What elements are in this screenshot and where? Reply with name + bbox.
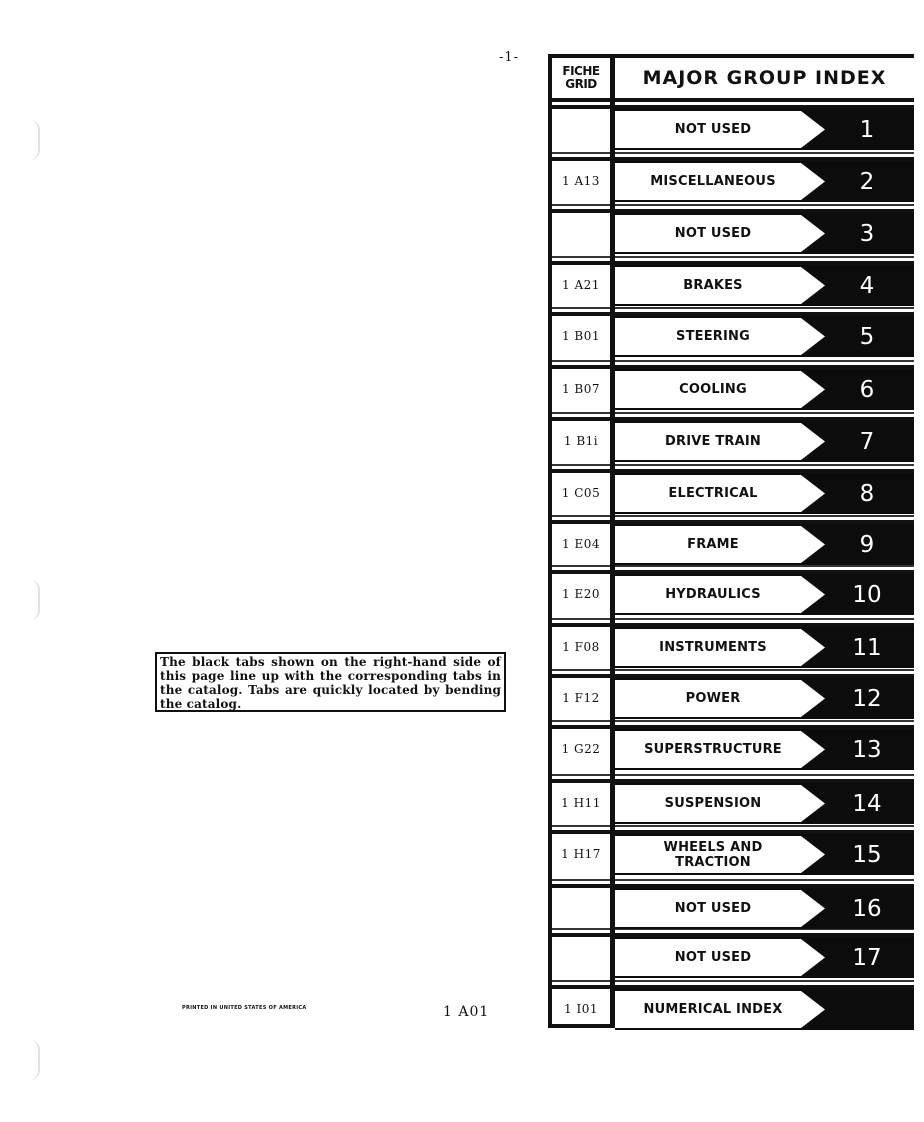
group-number: 12 <box>852 685 882 712</box>
row-separator <box>552 412 914 414</box>
group-tab <box>615 574 914 615</box>
group-tab <box>615 678 914 719</box>
fiche-grid-cell <box>554 938 608 976</box>
group-label: INSTRUMENTS <box>659 640 767 655</box>
row-separator <box>552 307 914 309</box>
row-separator <box>552 565 914 567</box>
fiche-grid-cell <box>554 214 608 252</box>
group-number: 2 <box>859 168 875 195</box>
fiche-reference: 1 A01 <box>443 1004 490 1020</box>
fiche-header-line2: GRID <box>565 77 597 91</box>
fiche-grid-cell: 1 E04 <box>562 537 600 551</box>
row-separator <box>552 825 914 827</box>
group-label: WHEELS AND TRACTION <box>663 839 763 870</box>
row-separator <box>552 774 914 776</box>
index-row <box>548 879 924 931</box>
group-tab <box>615 473 914 514</box>
row-separator <box>552 256 914 258</box>
group-label: STEERING <box>676 329 750 344</box>
index-row <box>548 565 924 617</box>
row-separator <box>552 515 914 517</box>
index-row <box>548 204 924 256</box>
group-tab <box>615 316 914 357</box>
group-label: SUPERSTRUCTURE <box>644 742 782 757</box>
group-number: 10 <box>852 581 882 608</box>
fiche-grid-cell <box>554 110 608 148</box>
group-label: DRIVE TRAIN <box>665 434 761 449</box>
group-tab <box>615 729 914 770</box>
fiche-grid-cell: 1 B07 <box>561 382 601 396</box>
group-number: 7 <box>859 428 875 455</box>
group-label: POWER <box>685 691 741 706</box>
row-separator <box>552 100 914 102</box>
fiche-grid-cell: 1 F12 <box>562 691 600 705</box>
group-number: 16 <box>852 895 882 922</box>
group-number: 5 <box>859 323 875 350</box>
index-row <box>548 307 924 359</box>
printed-notice: PRINTED IN UNITED STATES OF AMERICA <box>182 1005 307 1011</box>
binder-hole-mark <box>30 1040 40 1080</box>
group-number: 6 <box>859 376 875 403</box>
index-row <box>548 152 924 204</box>
group-label: BRAKES <box>683 278 743 293</box>
binder-hole-mark <box>30 580 40 620</box>
row-separator <box>552 204 914 206</box>
index-row <box>548 618 924 670</box>
row-separator <box>552 928 914 930</box>
group-number: 11 <box>852 634 882 661</box>
index-row <box>548 669 924 721</box>
group-label: SUSPENSION <box>664 796 762 811</box>
fiche-grid-cell <box>554 889 608 927</box>
row-separator <box>552 360 914 362</box>
row-separator <box>552 669 914 671</box>
group-number: 8 <box>859 480 875 507</box>
index-row <box>548 360 924 412</box>
row-separator <box>552 152 914 154</box>
row-separator <box>552 720 914 722</box>
group-tab <box>615 937 914 978</box>
fiche-grid-cell: 1 H11 <box>561 796 601 810</box>
fiche-grid-cell: 1 B01 <box>561 329 601 343</box>
group-number: 3 <box>859 220 875 247</box>
row-separator <box>552 618 914 620</box>
group-label: COOLING <box>679 382 747 397</box>
group-number: 15 <box>852 841 882 868</box>
fiche-grid-cell: 1 E20 <box>562 587 600 601</box>
group-label: MISCELLANEOUS <box>650 174 776 189</box>
fiche-grid-cell: 1 I01 <box>564 1002 598 1016</box>
group-number: 1 <box>859 116 875 143</box>
group-tab <box>615 109 914 150</box>
group-label: NOT USED <box>674 122 752 137</box>
index-row <box>548 256 924 308</box>
group-label: NUMERICAL INDEX <box>643 1002 783 1017</box>
fiche-grid-cell: 1 G22 <box>561 742 601 756</box>
page-number: -1- <box>499 50 520 65</box>
group-tab <box>615 888 914 929</box>
group-tab <box>615 213 914 254</box>
group-tab <box>615 265 914 306</box>
fiche-grid-cell: 1 B1i <box>563 434 599 448</box>
group-number: 14 <box>852 790 882 817</box>
fiche-grid-cell: 1 C05 <box>561 486 601 500</box>
group-label: ELECTRICAL <box>668 486 758 501</box>
group-label: HYDRAULICS <box>665 587 761 602</box>
group-label: FRAME <box>687 537 739 552</box>
row-separator <box>552 464 914 466</box>
group-tab <box>615 524 914 565</box>
index-row <box>548 412 924 464</box>
major-group-index-table <box>548 54 924 1028</box>
group-tab <box>615 834 914 875</box>
index-row <box>548 100 924 152</box>
group-label: NOT USED <box>674 226 752 241</box>
group-tab <box>615 627 914 668</box>
index-title: MAJOR GROUP INDEX <box>642 67 887 89</box>
fiche-grid-header <box>552 58 610 98</box>
index-row <box>548 464 924 516</box>
fiche-grid-cell: 1 A13 <box>562 174 600 188</box>
group-label: NOT USED <box>674 901 752 916</box>
group-tab <box>615 161 914 202</box>
group-label: NOT USED <box>674 950 752 965</box>
group-tab <box>615 369 914 410</box>
group-number <box>827 989 907 1030</box>
index-row <box>548 774 924 826</box>
group-number: 17 <box>852 944 882 971</box>
binder-hole-mark <box>30 120 40 160</box>
index-row <box>548 825 924 877</box>
fiche-header-line1: FICHE <box>562 64 600 78</box>
group-tab <box>615 989 914 1030</box>
group-tab <box>615 783 914 824</box>
index-row <box>548 515 924 567</box>
group-tab <box>615 421 914 462</box>
row-separator <box>552 879 914 881</box>
group-number: 9 <box>859 531 875 558</box>
index-row <box>548 980 924 1032</box>
fiche-grid-cell: 1 H17 <box>561 847 601 861</box>
row-separator <box>552 980 914 982</box>
fiche-grid-cell: 1 A21 <box>562 278 600 292</box>
tab-usage-note: The black tabs shown on the right-hand side of this page line up with the corresponding tabs in the catalog. Tabs are quickly located by bending the catalog. <box>155 652 506 712</box>
group-number: 13 <box>852 736 882 763</box>
fiche-grid-cell: 1 F08 <box>562 640 600 654</box>
index-row <box>548 720 924 772</box>
index-row <box>548 928 924 980</box>
group-number: 4 <box>859 272 875 299</box>
